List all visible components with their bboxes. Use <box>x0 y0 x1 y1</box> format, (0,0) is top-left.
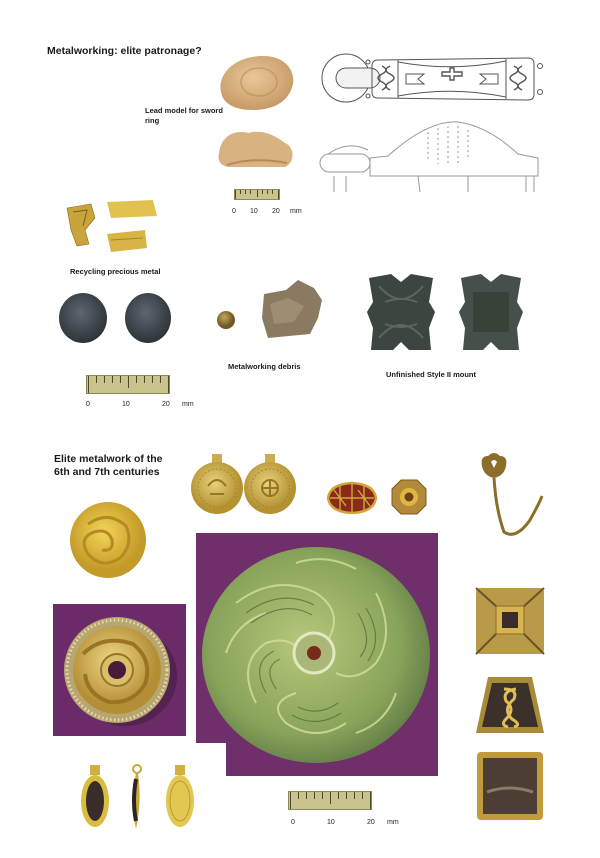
scale-label: 10 <box>122 401 130 408</box>
gold-hook-pin-photo <box>474 450 554 540</box>
scale-bar-top <box>86 375 170 394</box>
gold-scrap-photo <box>63 200 163 258</box>
section-title-metalworking: Metalworking: elite patronage? <box>47 45 202 57</box>
scale-bar-small <box>234 189 280 200</box>
section-title-elite-metalwork <box>54 453 163 479</box>
sword-ring-drawing-plan <box>318 48 548 110</box>
garnet-cloisonne-bead-photo <box>324 480 380 516</box>
scale-label: 0 <box>232 208 236 215</box>
scale-label: 10 <box>327 819 335 826</box>
scale-label: mm <box>387 819 399 826</box>
square-mount-back-photo <box>475 750 545 822</box>
scale-label: 20 <box>272 208 280 215</box>
metalworking-debris-photo <box>258 278 328 340</box>
scale-labels-top <box>86 401 196 411</box>
scale-label: 0 <box>291 819 295 826</box>
caption-debris: Metalworking debris <box>228 362 301 371</box>
title-line-2: 6th and 7th centuries <box>54 466 160 478</box>
metal-lump-photo-1 <box>58 290 108 344</box>
metal-lump-photo-2 <box>123 290 173 344</box>
gold-repousse-disc-photo <box>68 500 148 580</box>
scale-labels-bottom <box>291 819 401 829</box>
scale-labels-small <box>232 208 312 218</box>
octagonal-bead-photo <box>390 478 428 516</box>
scale-label: 20 <box>162 401 170 408</box>
scale-label: 0 <box>86 401 90 408</box>
coin-pendant-photos <box>190 452 300 516</box>
scale-bar-bottom <box>288 791 372 810</box>
caption-unfinished-mount: Unfinished Style II mount <box>386 370 477 379</box>
title-line-1: Elite metalwork of the <box>54 453 163 465</box>
scale-label: mm <box>290 208 302 215</box>
caption-recycling: Recycling precious metal <box>70 267 161 276</box>
scale-label: 10 <box>250 208 258 215</box>
scale-label: mm <box>182 401 194 408</box>
sword-ring-drawing-elevation <box>318 120 548 192</box>
gilded-disc-brooch-photo <box>53 604 186 736</box>
pyramid-mount-photo <box>474 586 546 656</box>
caption-lead-model: Lead model for sword ring <box>145 106 223 125</box>
cabochon-pendant-photos <box>80 763 200 833</box>
unfinished-mount-photo-back <box>455 272 527 354</box>
metal-droplet-photo <box>216 310 236 330</box>
unfinished-mount-photo-front <box>365 272 437 354</box>
bronze-saucer-brooch-photo <box>196 533 438 776</box>
lead-model-photo-side <box>215 125 297 171</box>
lead-model-photo-top <box>215 52 297 114</box>
trapezoid-mount-photo <box>474 675 546 737</box>
scale-label: 20 <box>367 819 375 826</box>
